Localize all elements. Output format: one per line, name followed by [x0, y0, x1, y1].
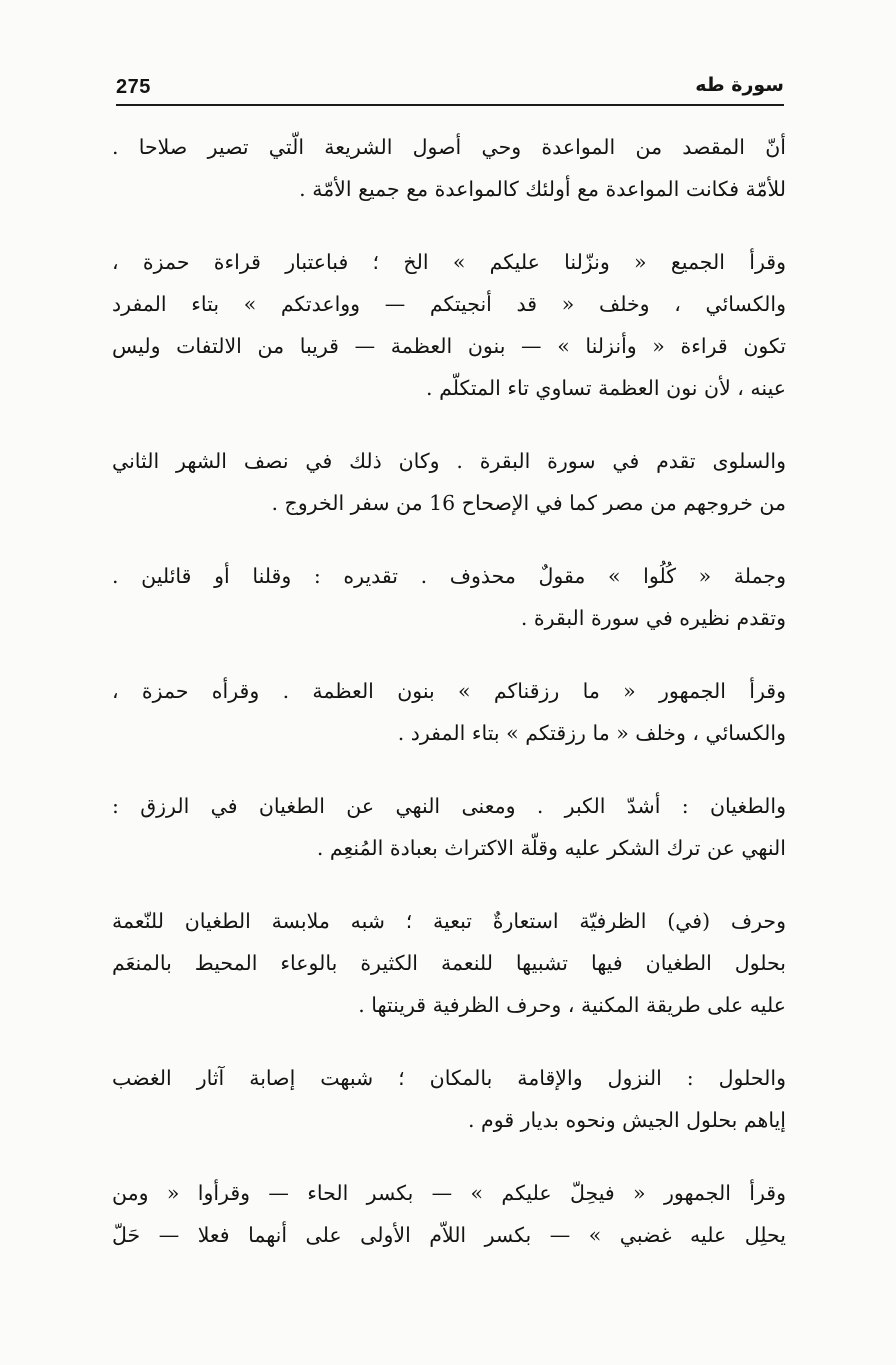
text-line: النهي عن ترك الشكر عليه وقلّة الاكتراث بعبادة المُنعِم . [316, 836, 786, 860]
text-line: من خروجهم من مصر كما في الإصحاح 16 من سفر الخروج . [271, 491, 786, 515]
page-header [116, 74, 784, 104]
header-rule [116, 104, 784, 106]
text-line: يحلِل عليه غضبي » — بكسر اللاّم الأولى على أنهما فعلا — حَلّ [112, 1223, 786, 1247]
paragraph [112, 785, 786, 869]
text-line: إياهم بحلول الجيش ونحوه بديار قوم . [468, 1108, 786, 1132]
text-line: عينه ، لأن نون العظمة تساوي تاء المتكلّم . [426, 376, 786, 400]
text-line: تكون قراءة « وأنزلنا » — بنون العظمة — قريبا من الالتفات وليس [112, 334, 786, 358]
text-line: وتقدم نظيره في سورة البقرة . [520, 606, 786, 630]
text-line: وقرأ الجمهور « ما رزقناكم » بنون العظمة . وقرأه حمزة ، [112, 679, 786, 703]
running-title: سورة طه [695, 74, 784, 96]
paragraph [112, 241, 786, 409]
paragraph [112, 126, 786, 210]
text-line: وقرأ الجمهور « فيحِلّ عليكم » — بكسر الحاء — وقرأوا « ومن [112, 1181, 786, 1205]
text-line: وقرأ الجميع « ونزّلنا عليكم » الخ ؛ فباعتبار قراءة حمزة ، [112, 250, 786, 274]
body-text [112, 126, 786, 1287]
text-line: والكسائي ، وخلف « ما رزقتكم » بتاء المفرد . [397, 721, 786, 745]
page-number: 275 [116, 76, 151, 98]
paragraph [112, 900, 786, 1026]
text-line: عليه على طريقة المكنية ، وحرف الظرفية قرينتها . [358, 993, 786, 1017]
text-line: والحلول : النزول والإقامة بالمكان ؛ شبهت إصابة آثار الغضب [112, 1066, 786, 1090]
paragraph [112, 440, 786, 524]
text-line: والسلوى تقدم في سورة البقرة . وكان ذلك في نصف الشهر الثاني [112, 449, 786, 473]
text-line: بحلول الطغيان فيها تشبيها للنعمة الكثيرة بالوعاء المحيط بالمنعَم [112, 951, 786, 975]
text-line: أنّ المقصد من المواعدة وحي أصول الشريعة الّتي تصير صلاحا . [112, 135, 786, 159]
paragraph [112, 555, 786, 639]
paragraph [112, 670, 786, 754]
text-line: وحرف (في) الظرفيّة استعارةٌ تبعية ؛ شبه ملابسة الطغيان للنّعمة [112, 909, 786, 933]
text-line: للأمّة فكانت المواعدة مع أولئك كالمواعدة مع جميع الأمّة . [299, 177, 786, 201]
paragraph [112, 1172, 786, 1256]
paragraph [112, 1057, 786, 1141]
text-line: والكسائي ، وخلف « قد أنجيتكم — وواعدتكم » بتاء المفرد [112, 292, 786, 316]
text-line: والطغيان : أشدّ الكبر . ومعنى النهي عن الطغيان في الرزق : [112, 794, 786, 818]
text-line: وجملة « كُلُوا » مقولٌ محذوف . تقديره : وقلنا أو قائلين . [112, 564, 786, 588]
